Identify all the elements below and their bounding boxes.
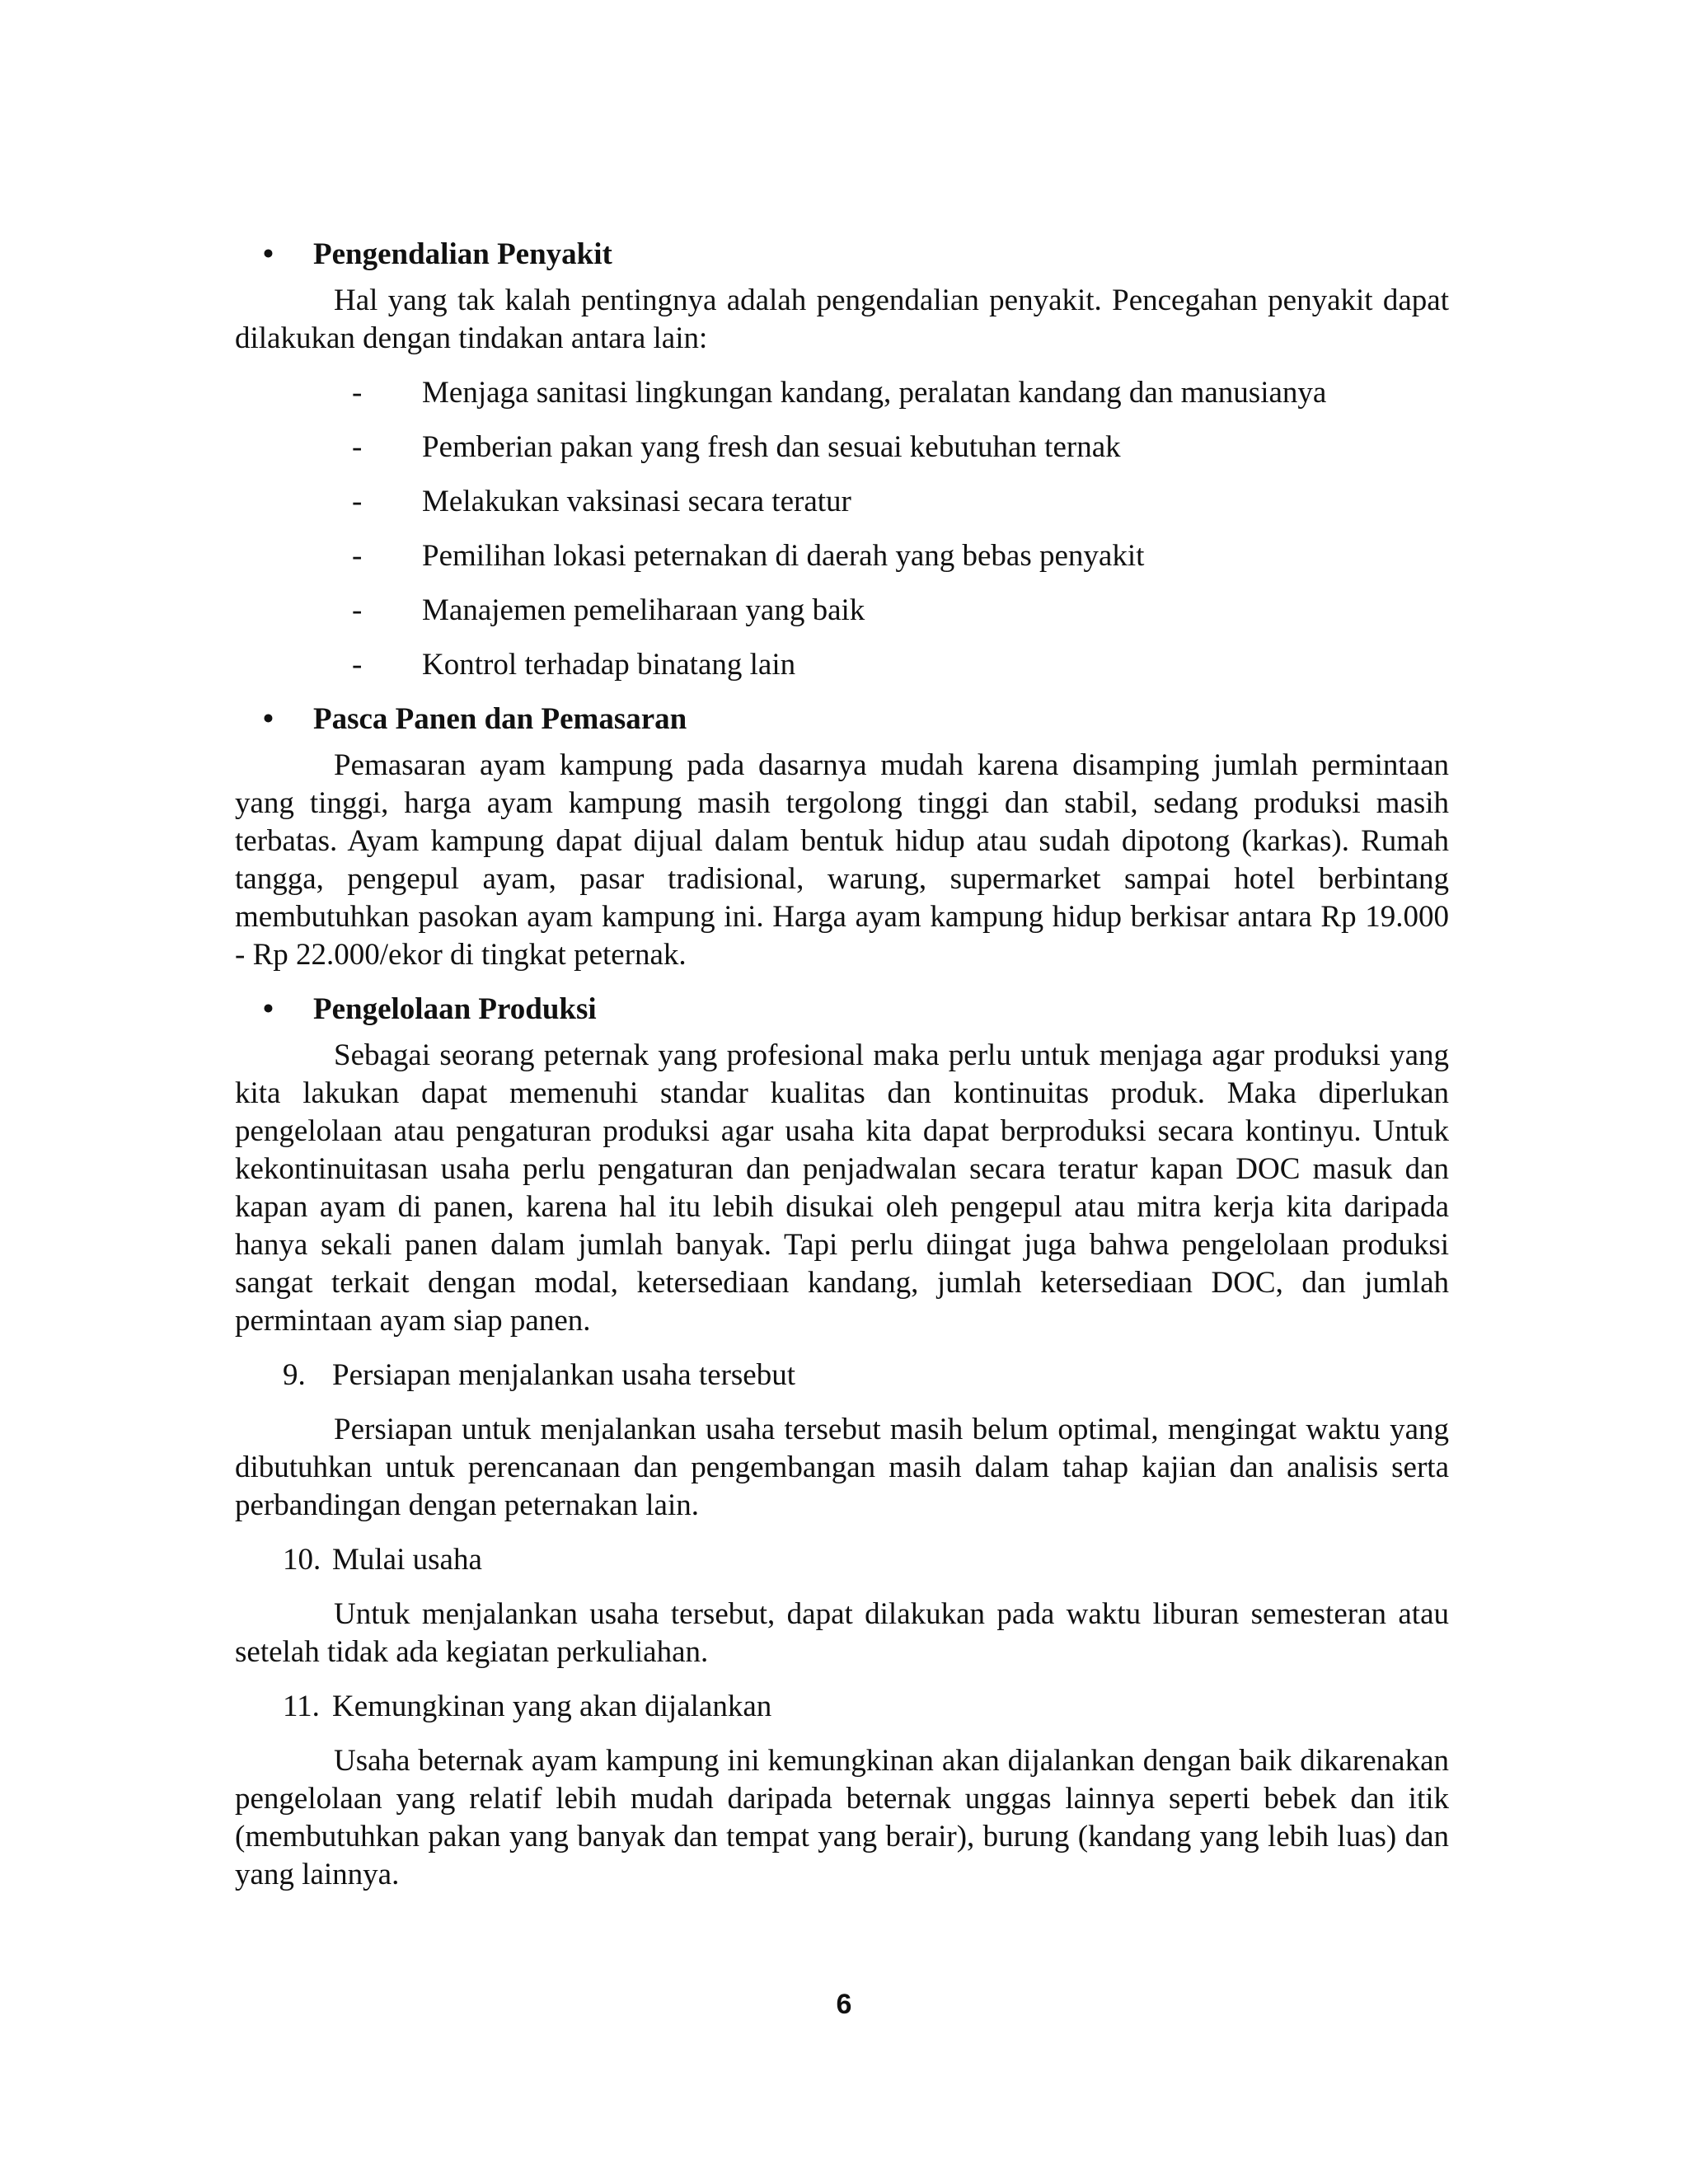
list-item-text: Kontrol terhadap binatang lain — [422, 648, 796, 682]
numbered-heading-text: Mulai usaha — [332, 1543, 482, 1577]
numbered-heading-kemungkinan — [235, 1688, 1449, 1726]
heading-text: Pengelolaan Produksi — [313, 992, 597, 1026]
dash-marker: - — [352, 485, 363, 518]
list-item — [235, 646, 1449, 684]
list-item-text: Melakukan vaksinasi secara teratur — [422, 485, 851, 518]
dash-marker: - — [352, 376, 363, 410]
dash-marker: - — [352, 648, 363, 682]
list-item-text: Menjaga sanitasi lingkungan kandang, peralatan kandang dan manusianya — [422, 376, 1327, 410]
paragraph-pengelolaan-produksi: Sebagai seorang peternak yang profesional maka perlu untuk menjaga agar produksi yang kita lakukan dapat memenuhi standar kualitas dan kontinuitas produk. Maka diperlukan pengelolaan atau pengaturan produksi agar usaha kita dapat berproduksi secara kontinyu. Untuk kekontinuitasan usaha perlu pengaturan dan penjadwalan secara teratur kapan DOC masuk dan kapan ayam di panen, karena hal itu lebih disukai oleh pengepul atau mitra kerja kita daripada hanya sekali panen dalam jumlah banyak. Tapi perlu diingat juga bahwa pengelolaan produksi sangat terkait dengan modal, ketersediaan kandang, jumlah ketersediaan DOC, dan jumlah permintaan ayam siap panen. — [235, 1038, 1449, 1338]
heading-text: Pasca Panen dan Pemasaran — [313, 702, 687, 736]
pencegahan-list — [235, 374, 1449, 684]
dash-marker: - — [352, 593, 363, 627]
item-number: 9. — [283, 1358, 306, 1392]
heading-text: Pengendalian Penyakit — [313, 237, 612, 271]
list-item-text: Pemberian pakan yang fresh dan sesuai kebutuhan ternak — [422, 430, 1121, 464]
page-content — [235, 236, 1449, 1910]
paragraph-pasca-panen: Pemasaran ayam kampung pada dasarnya mudah karena disamping jumlah permintaan yang tinggi, harga ayam kampung masih tergolong tinggi dan stabil, sedang produksi masih terbatas. Ayam kampung dapat dijual dalam bentuk hidup atau sudah dipotong (karkas). Rumah tangga, pengepul ayam, pasar tradisional, warung, supermarket sampai hotel berbintang membutuhkan pasokan ayam kampung ini. Harga ayam kampung hidup berkisar antara Rp 19.000 - Rp 22.000/ekor di tingkat peternak. — [235, 748, 1449, 972]
paragraph-mulai-usaha: Untuk menjalankan usaha tersebut, dapat dilakukan pada waktu liburan semesteran atau setelah tidak ada kegiatan perkuliahan. — [235, 1597, 1449, 1669]
bullet-icon: • — [263, 237, 274, 271]
bullet-icon: • — [263, 992, 274, 1026]
numbered-heading-text: Persiapan menjalankan usaha tersebut — [332, 1358, 795, 1392]
dash-marker: - — [352, 430, 363, 464]
dash-marker: - — [352, 539, 363, 573]
bullet-icon: • — [263, 702, 274, 736]
paragraph-pengendalian-penyakit: Hal yang tak kalah pentingnya adalah pengendalian penyakit. Pencegahan penyakit dapat dilakukan dengan tindakan antara lain: — [235, 284, 1449, 355]
item-number: 11. — [283, 1690, 320, 1723]
paragraph-kemungkinan: Usaha beternak ayam kampung ini kemungkinan akan dijalankan dengan baik dikarenakan pengelolaan yang relatif lebih mudah daripada beternak unggas lainnya seperti bebek dan itik (membutuhkan pakan yang banyak dan tempat yang berair), burung (kandang yang lebih luas) dan yang lainnya. — [235, 1744, 1449, 1891]
heading-pengelolaan-produksi — [235, 991, 1449, 1029]
heading-pasca-panen — [235, 701, 1449, 738]
list-item-text: Pemilihan lokasi peternakan di daerah yang bebas penyakit — [422, 539, 1145, 573]
list-item — [235, 429, 1449, 466]
list-item — [235, 537, 1449, 575]
list-item — [235, 592, 1449, 630]
list-item — [235, 483, 1449, 521]
numbered-heading-mulai-usaha — [235, 1541, 1449, 1579]
heading-pengendalian-penyakit — [235, 236, 1449, 274]
page-number: 6 — [836, 1989, 852, 2020]
numbered-heading-persiapan — [235, 1357, 1449, 1394]
list-item-text: Manajemen pemeliharaan yang baik — [422, 593, 865, 627]
numbered-heading-text: Kemungkinan yang akan dijalankan — [332, 1690, 772, 1723]
item-number: 10. — [283, 1543, 321, 1577]
list-item — [235, 374, 1449, 412]
paragraph-persiapan: Persiapan untuk menjalankan usaha tersebut masih belum optimal, mengingat waktu yang dibutuhkan untuk perencanaan dan pengembangan masih dalam tahap kajian dan analisis serta perbandingan dengan peternakan lain. — [235, 1413, 1449, 1522]
